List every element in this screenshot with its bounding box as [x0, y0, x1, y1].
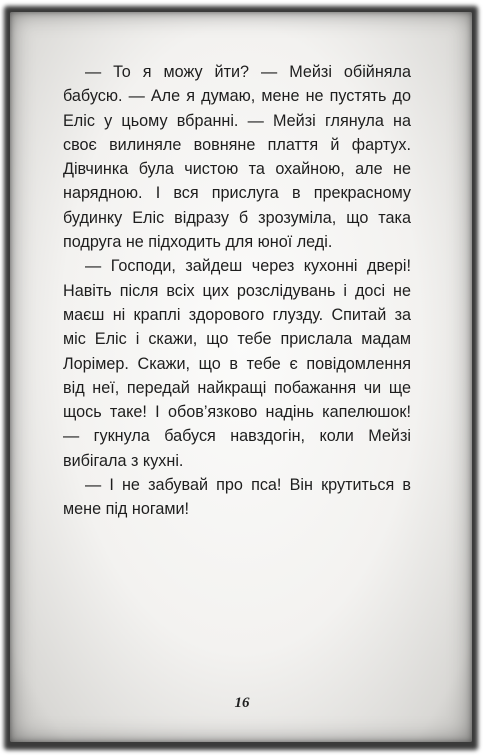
paragraph-1: — То я можу йти? — Мейзі обійняла бабусю. — Але я думаю, мене не пустять до Еліс у цьому вбранні. — Мейзі глянула на своє вилиняле вовняне плаття й фартух. Дівчинка була чистою та охайною, але не нарядною. І вся прислуга в прекрасному будинку Еліс відразу б зрозуміла, що така подруга не підходить для юної леді.	[63, 63, 411, 252]
page-number: 16	[234, 695, 250, 711]
paragraph-3: — І не забувай про пса! Він крутиться в мене під ногами!	[63, 476, 411, 519]
paragraph-2: — Господи, зайдеш через кухонні двері! Навіть після всіх цих розслідувань і досі не маєш ні краплі здорового глузду. Спитай за міс Еліс і скажи, що тебе прислала мадам Лорімер. Скажи, що в тебе є повідомлення від неї, передай найкращі побажання чи ще щось таке! І обов’язково надінь капелюшок! — гукнула бабуся навздогін, коли Мейзі вибігала з кухні.	[63, 257, 411, 470]
page-text	[63, 60, 411, 522]
